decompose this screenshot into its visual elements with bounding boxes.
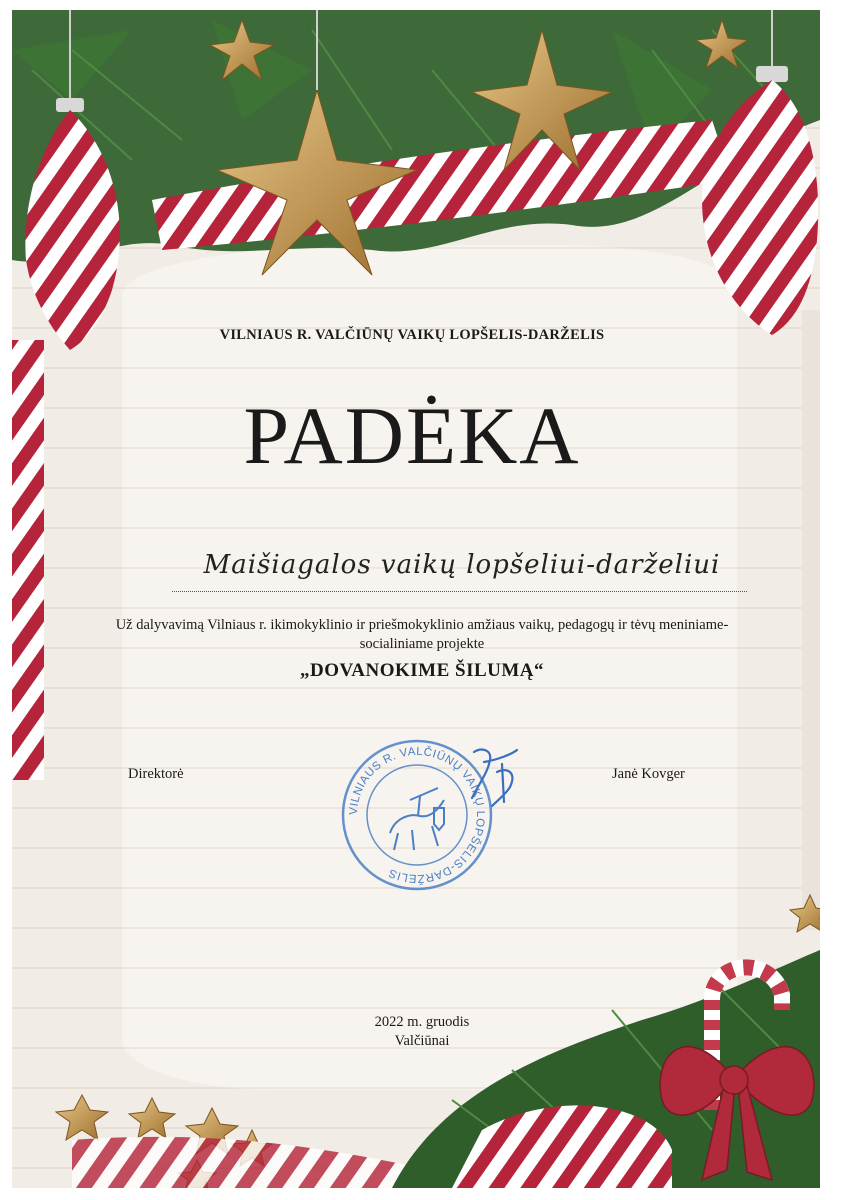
scan-margin (820, 0, 849, 1200)
certificate-page (12, 10, 820, 1188)
certificate-title: PADĖKA (243, 390, 581, 481)
signatory-role: Direktorė (128, 766, 184, 782)
date-text: 2022 m. gruodis (374, 1014, 470, 1030)
signatory-name: Janė Kovger (612, 766, 685, 782)
recipient-dotted-line (172, 591, 747, 592)
recipient-name: Maišiagalos vaikų lopšeliui-darželiui (203, 550, 721, 580)
issue-date (312, 1013, 532, 1051)
project-name: „DOVANOKIME ŠILUMĄ“ (299, 660, 545, 681)
left-stripe-border (12, 340, 44, 780)
institution-name: VILNIAUS R. VALČIŪNŲ VAIKŲ LOPŠELIS-DARŽELIS (219, 327, 605, 343)
signature (462, 742, 532, 812)
stamp-text: VILNIAUS R. VALČIŪNŲ VAIKŲ LOPŠELIS-DARŽELIS (347, 745, 487, 885)
certificate-description: Už dalyvavimą Vilniaus r. ikimokyklinio ir priešmokyklinio amžiaus vaikų, pedagogų ir tėvų meniniame-socialiniame projekte (115, 617, 729, 652)
place-text: Valčiūnai (394, 1033, 450, 1049)
knight-emblem-icon (390, 788, 444, 850)
christmas-decoration-frame (12, 10, 820, 1188)
